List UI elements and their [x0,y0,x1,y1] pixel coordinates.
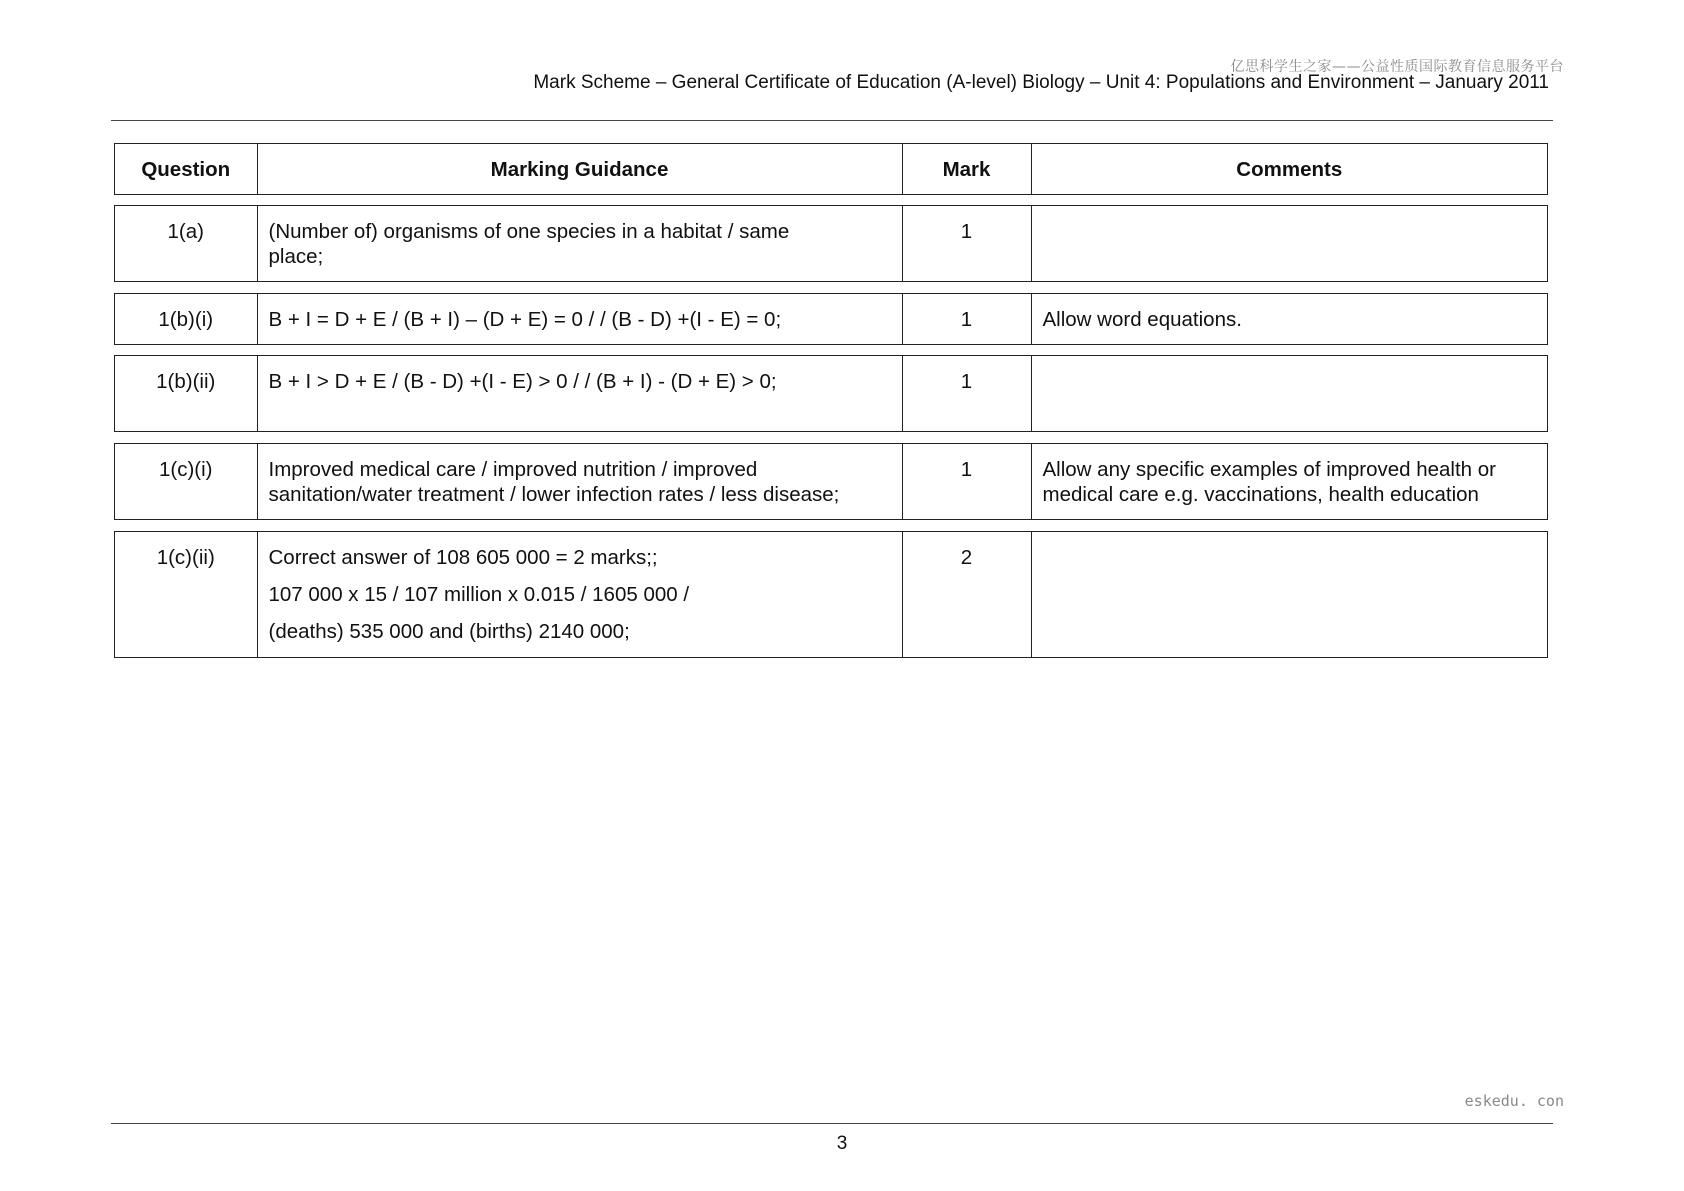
column-header-guidance: Marking Guidance [257,144,902,194]
question-cell: 1(b)(i) [115,294,257,344]
question-cell: 1(a) [115,206,257,281]
guidance-line: Improved medical care / improved nutrition / improved [268,458,758,481]
guidance-line: 107 000 x 15 / 107 million x 0.015 / 1605 000 / [268,583,690,606]
mark-cell: 1 [902,294,1031,344]
table-row [114,355,1548,432]
footer-divider [111,1123,1553,1124]
page-number: 3 [836,1133,848,1154]
column-header-mark: Mark [902,144,1031,194]
guidance-line: B + I = D + E / (B + I) – (D + E) = 0 / / (B - D) +(I - E) = 0; [268,308,782,331]
guidance-cell [257,356,902,431]
header-divider [111,120,1553,121]
mark-cell: 2 [902,532,1031,657]
question-cell: 1(b)(ii) [115,356,257,431]
guidance-line: (Number of) organisms of one species in a habitat / same [268,220,790,243]
mark-cell: 1 [902,206,1031,281]
comments-cell [1031,206,1547,281]
guidance-line: sanitation/water treatment / lower infection rates / less disease; [268,483,840,506]
guidance-line: B + I > D + E / (B - D) +(I - E) > 0 / / (B + I) - (D + E) > 0; [268,370,777,393]
guidance-line: Correct answer of 108 605 000 = 2 marks;; [268,546,658,569]
guidance-cell [257,294,902,344]
document-header-title: Mark Scheme – General Certificate of Education (A-level) Biology – Unit 4: Populations and Environment – January 2011 [533,72,1549,93]
table-header [114,143,1548,195]
guidance-cell [257,206,902,281]
guidance-cell [257,532,902,657]
question-cell: 1(c)(ii) [115,532,257,657]
comments-cell [1031,532,1547,657]
site-watermark: eskedu. con [1464,1092,1564,1110]
question-cell: 1(c)(i) [115,444,257,519]
table-row [114,205,1548,282]
watermark-text: 亿思科学生之家——公益性质国际教育信息服务平台 [1230,59,1564,75]
table-row [114,443,1548,520]
mark-cell: 1 [902,356,1031,431]
table-row [114,293,1548,345]
column-header-question: Question [115,144,257,194]
guidance-cell [257,444,902,519]
guidance-line: (deaths) 535 000 and (births) 2140 000; [268,620,630,643]
comment-line: Allow word equations. [1042,308,1242,331]
comment-line: Allow any specific examples of improved health or [1042,458,1496,481]
guidance-line: place; [268,245,324,268]
mark-cell: 1 [902,444,1031,519]
comments-cell [1031,294,1547,344]
comment-line: medical care e.g. vaccinations, health education [1042,483,1479,506]
table-row [114,531,1548,658]
column-header-comments: Comments [1236,157,1343,181]
comments-cell [1031,444,1547,519]
comments-cell [1031,356,1547,431]
